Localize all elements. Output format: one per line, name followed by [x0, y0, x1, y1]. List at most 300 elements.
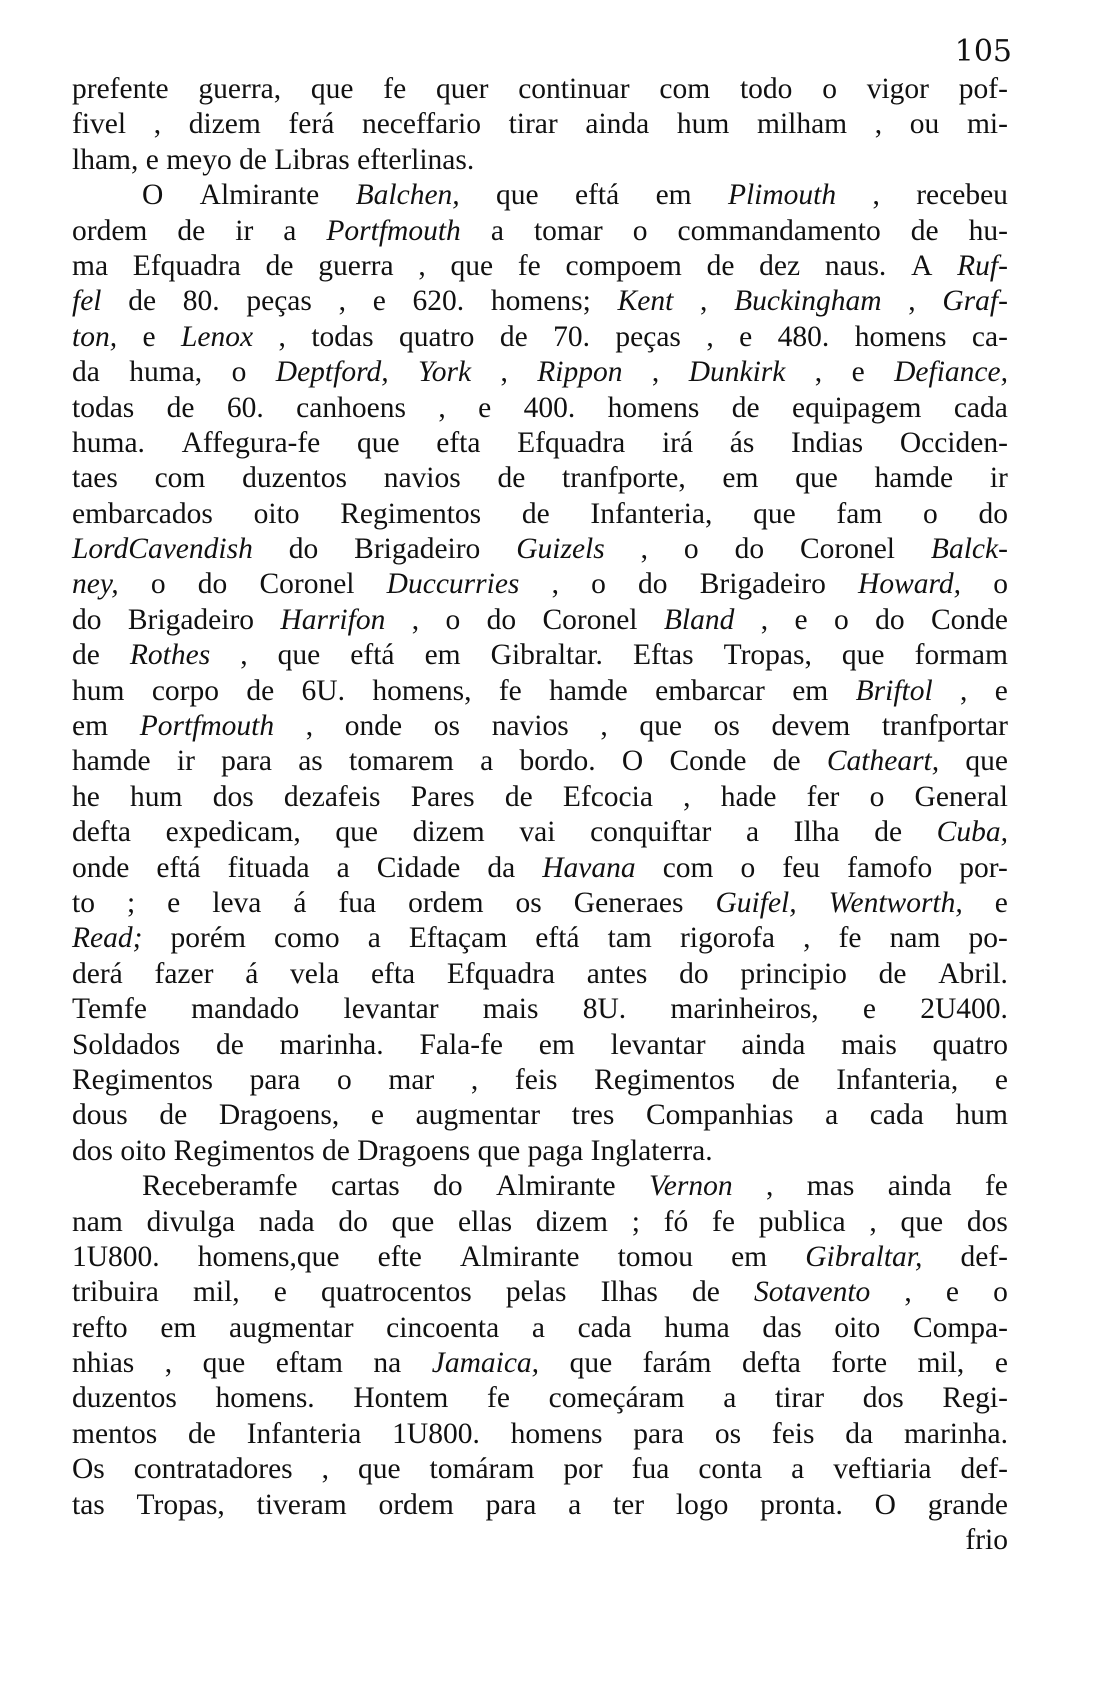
word: o: [683, 533, 699, 566]
word: rigorofa: [679, 922, 775, 955]
word: ma: [72, 249, 109, 282]
word: ton,: [72, 320, 118, 353]
word: fe: [383, 73, 407, 105]
word: começáram: [548, 1382, 685, 1415]
word: logo: [675, 1488, 729, 1521]
word: paga: [527, 1134, 584, 1167]
word: famofo: [847, 851, 933, 884]
word: quatro: [932, 1028, 1008, 1061]
word: Portfmouth: [139, 710, 275, 743]
word: homens,que: [197, 1240, 340, 1273]
word: efterlinas.: [357, 143, 475, 176]
word: de: [504, 780, 533, 813]
word: embarcados: [72, 497, 213, 530]
word: e: [478, 391, 492, 424]
word: de: [128, 285, 157, 318]
word: principio: [740, 957, 847, 990]
word: e: [994, 674, 1008, 707]
word: fe: [517, 249, 541, 282]
word: dez: [759, 249, 801, 282]
word: com: [154, 462, 206, 495]
word: tres: [571, 1099, 615, 1132]
word: que: [753, 497, 796, 530]
word: a: [825, 1099, 839, 1132]
word: taes: [72, 462, 118, 495]
word: o: [591, 568, 606, 601]
word: O: [874, 1488, 896, 1521]
word: ,: [760, 603, 769, 636]
word: York: [418, 356, 472, 389]
word: do: [288, 533, 319, 566]
word: ,: [869, 1205, 877, 1238]
word: que: [795, 462, 838, 495]
word: conquiftar: [590, 816, 712, 849]
word: Guizels: [516, 533, 605, 566]
word: hum: [130, 780, 183, 813]
word: em: [731, 1240, 768, 1273]
word: fe: [712, 1205, 735, 1238]
word: pof-: [958, 73, 1008, 105]
word: ,: [240, 639, 248, 672]
word: vai: [519, 816, 556, 849]
word: e: [145, 143, 159, 176]
word: refto: [72, 1311, 128, 1344]
word: Temfe: [72, 993, 147, 1026]
word: ter: [612, 1488, 645, 1521]
word: em: [655, 179, 692, 212]
word: equipagem: [792, 391, 922, 424]
word: farám: [642, 1347, 712, 1380]
word: Brigadeiro: [354, 533, 481, 566]
word: ,: [904, 1276, 912, 1309]
word: defta: [741, 1347, 801, 1380]
word: Kent: [617, 285, 674, 318]
word: Companhias: [645, 1099, 794, 1132]
word: marinha.: [903, 1417, 1008, 1450]
word: huma,: [129, 356, 203, 389]
word: 70.: [553, 320, 590, 353]
word: Dragoens,: [218, 1099, 340, 1132]
word: milham: [757, 108, 848, 141]
word: ir: [989, 462, 1008, 495]
word: de: [166, 391, 195, 424]
text-line: [72, 72, 1008, 107]
text-line: [72, 143, 1008, 178]
word: tranfportar: [881, 710, 1008, 743]
word: o: [445, 603, 461, 636]
word: Graf-: [942, 285, 1008, 318]
word: 6U.: [301, 674, 345, 707]
word: Guifel,: [715, 886, 797, 919]
word: Abril.: [938, 957, 1008, 990]
word: os: [713, 710, 740, 743]
word: Regimentos: [594, 1063, 736, 1096]
word: Balchen,: [355, 179, 460, 212]
word: em: [792, 674, 829, 707]
word: e: [994, 1347, 1008, 1380]
word: hamde: [549, 674, 628, 707]
word: veftiaria: [833, 1453, 932, 1486]
word: compoem: [565, 249, 682, 282]
word: nada: [258, 1205, 315, 1238]
word: ou: [909, 108, 940, 141]
word: tirar: [774, 1382, 825, 1415]
word: tomou: [617, 1240, 693, 1273]
word: Cidade: [376, 851, 461, 884]
word: cada: [577, 1311, 632, 1344]
word: efta: [370, 957, 416, 990]
word: cada: [869, 1099, 924, 1132]
word: de: [72, 639, 100, 672]
word: po-: [968, 922, 1008, 955]
word: dous: [72, 1099, 128, 1132]
word: Ruf-: [957, 249, 1008, 282]
word: ney,: [72, 568, 119, 601]
word: de: [246, 674, 275, 707]
text-line: [72, 1311, 1008, 1346]
text-line: [72, 284, 1008, 319]
word: tiveram: [256, 1488, 347, 1521]
word: Harrifon: [280, 603, 386, 636]
word: Rothes: [129, 639, 211, 672]
word: ordem: [378, 1488, 454, 1521]
word: continuar: [518, 73, 630, 105]
word: ,: [960, 674, 968, 707]
word: Plimouth: [727, 179, 837, 212]
word: nhias: [72, 1347, 135, 1380]
word: com: [659, 73, 711, 105]
word: eftá: [535, 922, 580, 955]
word: Almirante: [199, 179, 320, 212]
word: com: [662, 851, 714, 884]
word: Eftaçam: [408, 922, 508, 955]
word: de: [731, 391, 760, 424]
text-line: [72, 1523, 1008, 1558]
text-line: [72, 603, 1008, 638]
word: ,: [874, 108, 883, 141]
word: de: [321, 1134, 350, 1167]
text-line: [72, 249, 1008, 284]
text-line: [72, 638, 1008, 673]
word: 1U800.: [392, 1417, 480, 1450]
word: de: [177, 214, 206, 247]
word: homens;: [490, 285, 591, 318]
word: de: [692, 1276, 720, 1309]
word: marinha.: [279, 1028, 384, 1061]
word: ,: [321, 1453, 330, 1486]
word: vela: [290, 957, 340, 990]
word: Balck-: [930, 533, 1008, 566]
word: Coronel: [259, 568, 355, 601]
word: para: [633, 1417, 685, 1450]
word: irá: [661, 426, 694, 459]
word: ,: [338, 285, 346, 318]
word: Fala-fe: [419, 1028, 503, 1061]
word: eftá: [156, 851, 201, 884]
word: oito: [253, 497, 300, 530]
word: a: [490, 214, 504, 247]
word: Conde: [669, 745, 747, 778]
word: ;: [631, 1205, 640, 1238]
word: Bland: [663, 603, 735, 636]
word: a: [283, 214, 297, 247]
word: pelas: [505, 1276, 567, 1309]
text-line: [72, 1488, 1008, 1523]
word: formam: [914, 639, 1008, 672]
text-line: [72, 355, 1008, 390]
word: eftá: [574, 179, 620, 212]
word: recebeu: [916, 179, 1008, 212]
word: ordem: [72, 214, 148, 247]
word: mais: [482, 993, 539, 1026]
word: que: [496, 179, 539, 212]
word: Defiance,: [894, 356, 1008, 389]
word: neceffario: [361, 108, 481, 141]
word: oito: [834, 1311, 881, 1344]
word: do: [197, 568, 228, 601]
word: a: [568, 1488, 582, 1521]
word: Portfmouth: [326, 214, 461, 247]
word: dos: [862, 1382, 904, 1415]
word: dos: [212, 780, 254, 813]
word: de: [239, 143, 267, 176]
word: e: [945, 1276, 959, 1309]
word: Jamaica,: [431, 1347, 540, 1380]
word: Rippon: [537, 356, 623, 389]
word: navios: [383, 462, 461, 495]
text-line: [72, 1417, 1008, 1452]
word: tribuira: [72, 1276, 159, 1309]
word: ,: [706, 320, 714, 353]
word: fam: [836, 497, 883, 530]
word: ,: [640, 533, 648, 566]
word: os: [515, 886, 542, 919]
text-line: [72, 107, 1008, 142]
word: de: [706, 249, 735, 282]
word: Wentworth,: [828, 886, 963, 919]
word: hu-: [968, 214, 1008, 247]
word: Almirante: [459, 1240, 580, 1273]
word: ,: [418, 249, 426, 282]
word: Regimentos: [173, 1134, 315, 1167]
word: ,: [470, 1063, 479, 1096]
word: ,: [438, 391, 446, 424]
word: do: [486, 603, 517, 636]
word: do: [638, 568, 668, 601]
word: do: [338, 1205, 368, 1238]
word: a: [336, 851, 350, 884]
word: mil,: [917, 1347, 965, 1380]
word: he: [72, 780, 100, 813]
word: em: [538, 1028, 575, 1061]
word: todo: [739, 73, 793, 105]
word: a: [367, 922, 381, 955]
word: to: [72, 886, 95, 919]
word: Generaes: [573, 886, 684, 919]
text-line: [72, 426, 1008, 461]
word: que: [310, 73, 354, 105]
word: fivel: [72, 108, 127, 141]
word: A: [911, 249, 933, 282]
text-line: [72, 1205, 1008, 1240]
word: ferá: [288, 108, 335, 141]
word: guerra,: [198, 73, 282, 105]
word: Brigadeiro: [699, 568, 826, 601]
word: duzentos: [242, 462, 347, 495]
word: 480.: [777, 320, 830, 353]
word: Efcocia: [562, 780, 653, 813]
word: Pares: [410, 780, 475, 813]
word: que: [477, 1134, 521, 1167]
word: e: [739, 320, 753, 353]
word: ,: [305, 710, 314, 743]
word: feis: [514, 1063, 558, 1096]
body-text: [72, 72, 1008, 1558]
word: Sotavento: [753, 1276, 871, 1309]
word: Compa-: [912, 1311, 1008, 1344]
word: o: [150, 568, 166, 601]
text-line: [72, 1063, 1008, 1098]
word: de: [499, 320, 528, 353]
word: homens,: [372, 674, 472, 707]
word: de: [771, 1063, 800, 1096]
word: 60.: [226, 391, 264, 424]
word: ordem: [408, 886, 484, 919]
word: ,: [683, 780, 691, 813]
text-line: [72, 851, 1008, 886]
text-line: [72, 320, 1008, 355]
word: todas: [311, 320, 374, 353]
word: as: [298, 745, 323, 778]
word: tomáram: [429, 1453, 535, 1486]
text-line: [72, 1169, 1008, 1204]
word: onde: [72, 851, 130, 884]
word: que: [900, 1205, 944, 1238]
word: Efquadra: [446, 957, 556, 990]
word: Ilhas: [600, 1276, 658, 1309]
page-number: 105: [954, 34, 1012, 69]
word: ellas: [457, 1205, 513, 1238]
word: e: [273, 1276, 287, 1309]
word: que: [639, 710, 682, 743]
word: de: [215, 1028, 244, 1061]
word: e: [994, 1063, 1008, 1096]
word: Catheart,: [826, 745, 940, 778]
word: os: [714, 1417, 742, 1450]
word: Regimentos: [72, 1063, 213, 1096]
word: devem: [771, 710, 851, 743]
word: e: [142, 320, 156, 353]
word: que: [335, 816, 378, 849]
word: General: [914, 780, 1008, 813]
word: Eftas: [632, 639, 694, 672]
text-line: [72, 1028, 1008, 1063]
text-line: [72, 992, 1008, 1027]
word: Indias: [791, 426, 864, 459]
word: do: [875, 603, 905, 636]
word: a: [531, 1311, 545, 1344]
word: Soldados: [72, 1028, 181, 1061]
word: ,: [699, 285, 708, 318]
word: peças: [615, 320, 681, 353]
word: tomarem: [349, 745, 454, 778]
word: ,: [803, 922, 811, 955]
word: do: [978, 497, 1008, 530]
word: pronta.: [760, 1488, 843, 1521]
word: levantar: [610, 1028, 706, 1061]
word: Howard,: [858, 568, 962, 601]
word: hamde: [72, 745, 151, 778]
word: Coronel: [799, 533, 896, 566]
word: Duccurries: [386, 568, 520, 601]
word: Regimentos: [340, 497, 482, 530]
word: meyo: [166, 143, 232, 176]
word: tranfporte,: [562, 462, 686, 495]
word: Buckingham: [734, 285, 882, 318]
word: 400.: [523, 391, 576, 424]
word: que: [841, 639, 885, 672]
word: como: [274, 922, 340, 955]
word: a: [723, 1382, 737, 1415]
word: Deptford,: [275, 356, 389, 389]
word: conta: [698, 1453, 763, 1486]
word: fó: [663, 1205, 689, 1238]
word: ainda: [585, 108, 650, 141]
word: mil,: [192, 1276, 240, 1309]
word: mi-: [966, 108, 1008, 141]
word: que: [391, 1205, 435, 1238]
word: canhoens: [296, 391, 406, 424]
word: tam: [607, 922, 652, 955]
word: os: [433, 710, 461, 743]
word: ,: [551, 568, 559, 601]
word: e: [372, 285, 386, 318]
word: onde: [344, 710, 403, 743]
word: ;: [126, 886, 136, 919]
word: fua: [631, 1453, 670, 1486]
word: o: [336, 1063, 352, 1096]
word: O: [142, 179, 164, 212]
text-line: [72, 709, 1008, 744]
word: Dunkirk: [688, 356, 786, 389]
word: 8U.: [582, 993, 627, 1026]
word: divulga: [146, 1205, 236, 1238]
word: peças: [246, 285, 312, 318]
word: dizem: [188, 108, 261, 141]
text-line: [72, 886, 1008, 921]
text-line: [72, 461, 1008, 496]
word: fel: [72, 285, 102, 318]
word: que: [202, 1347, 246, 1380]
word: dezafeis: [283, 780, 381, 813]
word: Dragoens: [357, 1134, 471, 1167]
word: Briftol: [855, 674, 933, 707]
text-line: [72, 674, 1008, 709]
word: fe: [984, 1170, 1008, 1203]
word: hamde: [874, 462, 954, 495]
word: homens.: [215, 1382, 315, 1415]
word: feis: [771, 1417, 815, 1450]
word: fe: [838, 922, 862, 955]
word: grande: [927, 1488, 1008, 1521]
word: e: [862, 993, 876, 1026]
word: 80.: [182, 285, 220, 318]
word: do: [734, 533, 765, 566]
word: Affegura-fe: [181, 426, 321, 459]
word: o: [822, 73, 837, 105]
word: que: [356, 426, 400, 459]
word: Vernon: [649, 1170, 733, 1203]
